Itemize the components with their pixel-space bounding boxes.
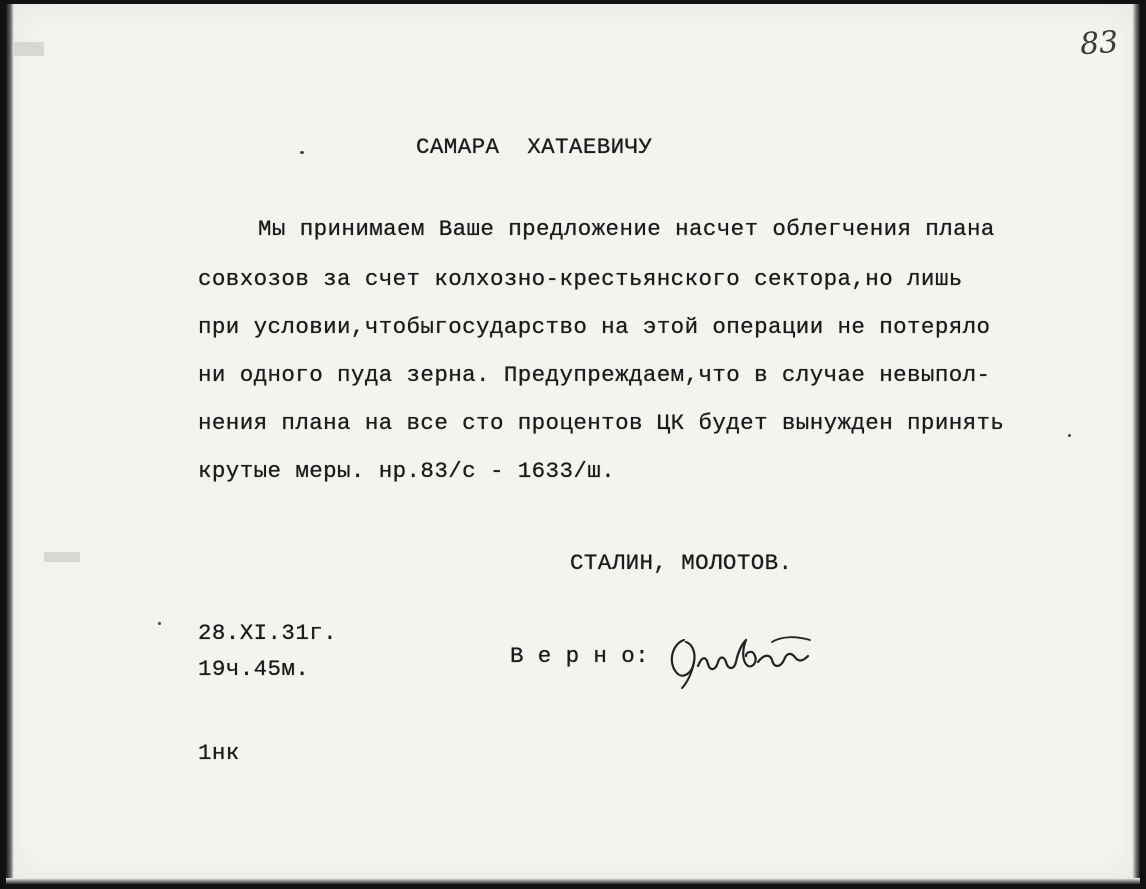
body-line-2: совхозов за счет колхозно-крестьянского сектора,но лишь: [198, 266, 963, 292]
handwritten-signature: [662, 622, 822, 692]
paper-speck: [158, 622, 161, 625]
paper-tab-mark: [14, 42, 44, 56]
scan-edge-bottom: [6, 878, 1140, 884]
signatories: СТАЛИН, МОЛОТОВ.: [570, 550, 793, 576]
body-line-5: нения плана на все сто процентов ЦК будет вынужден принять: [198, 410, 1005, 436]
recipient-heading: САМАРА ХАТАЕВИЧУ: [416, 134, 653, 160]
copy-mark: 1нк: [198, 740, 240, 766]
body-line-4: ни одного пуда зерна. Предупреждаем,что в случае невыпол-: [198, 362, 991, 388]
scan-edge-right: [1132, 4, 1140, 884]
paper-tab-mark: [44, 552, 80, 562]
body-line-6: крутые меры. нр.83/с - 1633/ш.: [198, 458, 616, 484]
scan-edge-left: [6, 4, 14, 884]
body-line-3: при условии,чтобыгосударство на этой операции не потеряло: [198, 314, 991, 340]
paper-speck: [300, 151, 304, 154]
time-line: 19ч.45м.: [198, 656, 310, 682]
body-line-1: Мы принимаем Ваше предложение насчет облегчения плана: [258, 216, 995, 242]
paper-speck: [1068, 434, 1071, 437]
certified-label: В е р н о:: [510, 643, 650, 669]
date-line: 28.XI.31г.: [198, 620, 338, 646]
handwritten-page-number: 83: [1078, 24, 1120, 63]
